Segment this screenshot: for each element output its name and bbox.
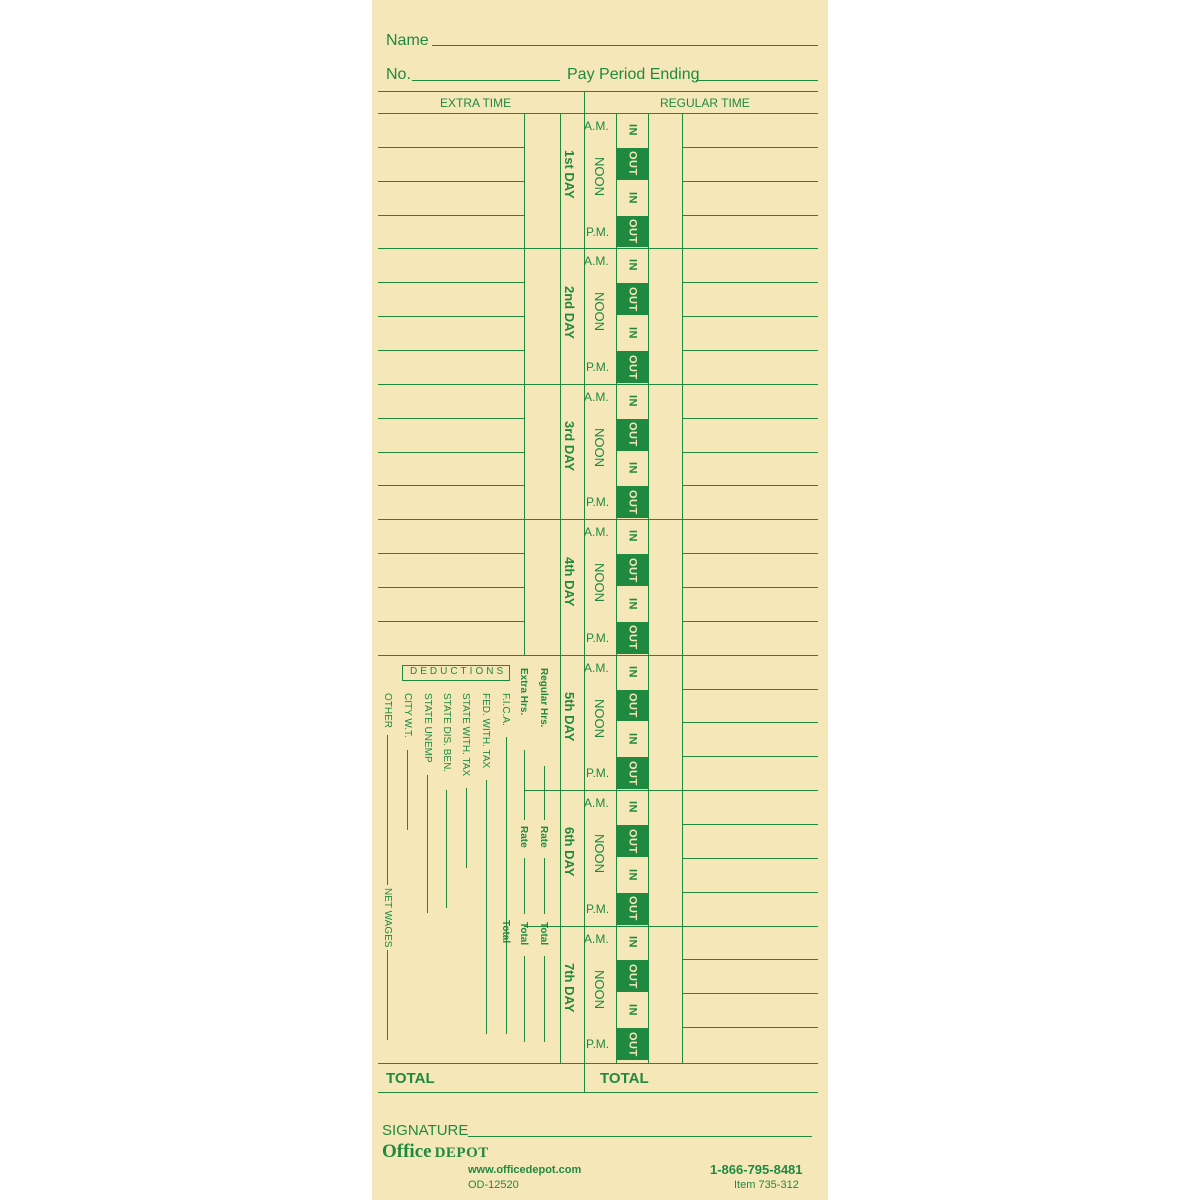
name-label: Name xyxy=(386,32,429,49)
punch-in-cell xyxy=(617,859,648,891)
deductions-box-label: DEDUCTIONS xyxy=(410,666,507,677)
regular-time-line[interactable] xyxy=(682,181,818,182)
pm-label: P.M. xyxy=(586,224,610,239)
extra-time-header: EXTRA TIME xyxy=(440,96,512,110)
punch-out-cell xyxy=(617,554,648,586)
extra-time-line[interactable] xyxy=(378,553,524,554)
day-label-7: 7th DAY xyxy=(562,962,577,1013)
in-label: IN xyxy=(626,868,639,881)
number-field-line[interactable] xyxy=(412,80,560,81)
extra-time-line[interactable] xyxy=(378,181,524,182)
regular-time-line[interactable] xyxy=(682,993,818,994)
noon-label: NOON xyxy=(592,563,607,603)
out-label: OUT xyxy=(626,557,639,583)
noon-label: NOON xyxy=(592,969,607,1009)
deduction-line-other[interactable] xyxy=(387,735,388,885)
day-label-1: 1st DAY xyxy=(562,150,577,199)
day-label-5: 5th DAY xyxy=(562,691,577,742)
punch-in-cell xyxy=(617,520,648,552)
out-label: OUT xyxy=(626,896,639,921)
regular-time-line[interactable] xyxy=(682,587,818,588)
day-label-4: 4th DAY xyxy=(562,556,577,606)
deduction-line-city[interactable] xyxy=(407,750,408,830)
day-label-2: 2nd DAY xyxy=(562,285,577,339)
pm-label: P.M. xyxy=(586,630,610,645)
regular-time-line[interactable] xyxy=(682,858,818,859)
am-label: A.M. xyxy=(584,254,609,269)
regular-time-line[interactable] xyxy=(682,282,818,283)
in-label: IN xyxy=(626,597,639,610)
punch-out-cell xyxy=(617,216,648,248)
out-label: OUT xyxy=(626,422,639,447)
day-divider xyxy=(378,655,818,656)
in-label: IN xyxy=(626,936,639,949)
extra-hrs-line[interactable] xyxy=(524,750,525,820)
regular-time-line[interactable] xyxy=(682,350,818,351)
logo-depot: DEPOT xyxy=(434,1145,489,1161)
punch-in-cell xyxy=(617,249,648,281)
deduction-line-fica[interactable] xyxy=(506,737,507,1034)
pm-label: P.M. xyxy=(586,766,610,781)
am-label: A.M. xyxy=(584,119,609,133)
deduction-other: OTHER xyxy=(382,693,393,728)
deduction-state-unemp: STATE UNEMP xyxy=(422,693,433,763)
extra-rate-line[interactable] xyxy=(524,858,525,914)
extra-time-line[interactable] xyxy=(378,215,524,216)
punch-in-cell xyxy=(617,385,648,417)
punch-in-cell xyxy=(617,791,648,823)
website-text: www.officedepot.com xyxy=(468,1164,582,1176)
logo-office: Office xyxy=(382,1141,432,1162)
signature-label: SIGNATURE xyxy=(382,1122,469,1139)
in-label: IN xyxy=(626,327,639,340)
section-header-bottom xyxy=(378,113,818,114)
extra-time-line[interactable] xyxy=(378,587,524,588)
regular-total-label: Total xyxy=(538,922,549,946)
noon-label: NOON xyxy=(592,427,607,467)
day-divider xyxy=(524,790,818,791)
extra-time-line[interactable] xyxy=(378,452,524,453)
out-label: OUT xyxy=(626,963,639,989)
in-label: IN xyxy=(626,123,639,136)
punch-out-cell xyxy=(617,960,648,992)
regular-rate-label: Rate xyxy=(538,826,549,848)
deduction-line-unemp[interactable] xyxy=(427,775,428,913)
day-divider xyxy=(524,926,818,927)
extra-hrs-label: Extra Hrs. xyxy=(518,668,529,716)
out-label: OUT xyxy=(626,286,639,312)
deduction-fica: F.I.C.A. xyxy=(500,693,511,726)
regular-time-line[interactable] xyxy=(682,892,818,893)
punch-in-cell xyxy=(617,588,648,620)
regular-time-line[interactable] xyxy=(682,756,818,757)
out-label: OUT xyxy=(626,489,639,515)
am-label: A.M. xyxy=(584,796,609,811)
am-label: A.M. xyxy=(584,660,609,675)
regular-hrs-label: Regular Hrs. xyxy=(538,668,549,728)
punch-out-cell xyxy=(617,351,648,383)
pm-label: P.M. xyxy=(586,359,610,374)
form-code-text: OD-12520 xyxy=(468,1179,519,1191)
extra-time-line[interactable] xyxy=(378,621,524,622)
out-label: OUT xyxy=(626,760,639,786)
regular-time-line[interactable] xyxy=(682,418,818,419)
regular-time-line[interactable] xyxy=(682,215,818,216)
signature-line[interactable] xyxy=(468,1136,812,1137)
punch-out-cell xyxy=(617,622,648,654)
in-label: IN xyxy=(626,259,639,272)
noon-label: NOON xyxy=(592,834,607,874)
extra-time-line[interactable] xyxy=(378,316,524,317)
regular-time-line[interactable] xyxy=(682,485,818,486)
deduction-line-fed[interactable] xyxy=(486,780,487,1034)
punch-in-cell xyxy=(617,994,648,1026)
deduction-line-state[interactable] xyxy=(466,788,467,868)
phone-text: 1-866-795-8481 xyxy=(710,1162,803,1177)
extra-time-line[interactable] xyxy=(378,282,524,283)
deduction-line-dis[interactable] xyxy=(446,790,447,908)
punch-out-cell xyxy=(617,757,648,789)
net-wages-label: NET WAGES xyxy=(382,888,393,948)
regular-time-header: REGULAR TIME xyxy=(660,96,750,110)
extra-time-line[interactable] xyxy=(378,418,524,419)
totals-bottom-border xyxy=(378,1092,818,1093)
out-label: OUT xyxy=(626,354,639,380)
deductions-total-label: Total xyxy=(500,920,511,944)
out-label: OUT xyxy=(626,625,639,651)
day-divider xyxy=(378,248,818,249)
totals-top-border xyxy=(378,1063,818,1064)
am-label: A.M. xyxy=(584,931,609,946)
name-field-line[interactable] xyxy=(432,45,818,46)
extra-time-total-label: TOTAL xyxy=(386,1070,435,1087)
punch-in-cell xyxy=(617,656,648,688)
in-label: IN xyxy=(626,733,639,746)
extra-time-line[interactable] xyxy=(378,485,524,486)
out-label: OUT xyxy=(626,151,639,177)
out-label: OUT xyxy=(626,1031,639,1057)
regular-time-line[interactable] xyxy=(682,316,818,317)
pm-label: P.M. xyxy=(586,901,610,916)
in-label: IN xyxy=(626,1004,639,1017)
regular-hrs-line[interactable] xyxy=(544,766,545,820)
extra-time-line[interactable] xyxy=(378,147,524,148)
punch-out-cell xyxy=(617,690,648,722)
number-label: No. xyxy=(386,66,411,83)
noon-label: NOON xyxy=(592,292,607,332)
punch-out-cell xyxy=(617,148,648,180)
in-label: IN xyxy=(626,191,639,204)
pay-period-label: Pay Period Ending xyxy=(567,66,700,83)
punch-in-cell xyxy=(617,723,648,755)
office-depot-logo xyxy=(382,1141,489,1163)
punch-in-cell xyxy=(617,317,648,349)
day-label-3: 3rd DAY xyxy=(562,421,577,472)
punch-in-cell xyxy=(617,453,648,485)
in-label: IN xyxy=(626,462,639,475)
pm-label: P.M. xyxy=(586,1037,610,1052)
noon-label: NOON xyxy=(592,698,607,738)
punch-out-cell xyxy=(617,825,648,857)
regular-time-line[interactable] xyxy=(682,824,818,825)
deduction-fed-with-tax: FED. WITH. TAX xyxy=(480,693,491,769)
header-divider xyxy=(378,91,818,92)
noon-label: NOON xyxy=(592,157,607,196)
punch-out-cell xyxy=(617,283,648,315)
punch-in-cell xyxy=(617,182,648,214)
regular-time-line[interactable] xyxy=(682,689,818,690)
day-label-6: 6th DAY xyxy=(562,827,577,877)
deduction-state-dis-ben: STATE DIS. BEN. xyxy=(441,693,452,773)
regular-time-total-label: TOTAL xyxy=(600,1070,649,1087)
regular-time-line[interactable] xyxy=(682,553,818,554)
out-label: OUT xyxy=(626,219,639,244)
pm-label: P.M. xyxy=(586,495,610,510)
extra-total-line[interactable] xyxy=(524,956,525,1042)
net-wages-line[interactable] xyxy=(387,950,388,1040)
deduction-city-wt: CITY W.T. xyxy=(402,693,413,738)
punch-out-cell xyxy=(617,419,648,451)
punch-out-cell xyxy=(617,1028,648,1060)
time-card xyxy=(372,0,828,1200)
punch-in-cell xyxy=(617,114,648,146)
punch-column-right-line xyxy=(648,113,649,1063)
regular-time-line[interactable] xyxy=(682,1027,818,1028)
deduction-state-with-tax: STATE WITH. TAX xyxy=(460,693,471,777)
extra-time-line[interactable] xyxy=(378,350,524,351)
extra-rate-label: Rate xyxy=(518,826,529,848)
in-label: IN xyxy=(626,394,639,407)
pay-period-field-line[interactable] xyxy=(696,80,818,81)
in-label: IN xyxy=(626,665,639,678)
am-label: A.M. xyxy=(584,525,609,540)
day-label-column-line xyxy=(560,113,561,1063)
regular-time-line[interactable] xyxy=(682,722,818,723)
item-number-text: Item 735-312 xyxy=(734,1179,799,1191)
punch-in-cell xyxy=(617,927,648,959)
day-divider xyxy=(378,384,818,385)
regular-total-line[interactable] xyxy=(544,956,545,1042)
extra-total-label: Total xyxy=(518,922,529,946)
regular-time-line[interactable] xyxy=(682,621,818,622)
in-label: IN xyxy=(626,530,639,543)
regular-time-line[interactable] xyxy=(682,452,818,453)
out-label: OUT xyxy=(626,693,639,718)
in-label: IN xyxy=(626,801,639,814)
punch-out-cell xyxy=(617,893,648,925)
am-label: A.M. xyxy=(584,389,609,404)
punch-out-cell xyxy=(617,486,648,518)
day-divider xyxy=(378,519,818,520)
hours-column-line xyxy=(682,113,683,1063)
regular-rate-line[interactable] xyxy=(544,858,545,914)
out-label: OUT xyxy=(626,828,639,854)
regular-time-line[interactable] xyxy=(682,959,818,960)
regular-time-line[interactable] xyxy=(682,147,818,148)
